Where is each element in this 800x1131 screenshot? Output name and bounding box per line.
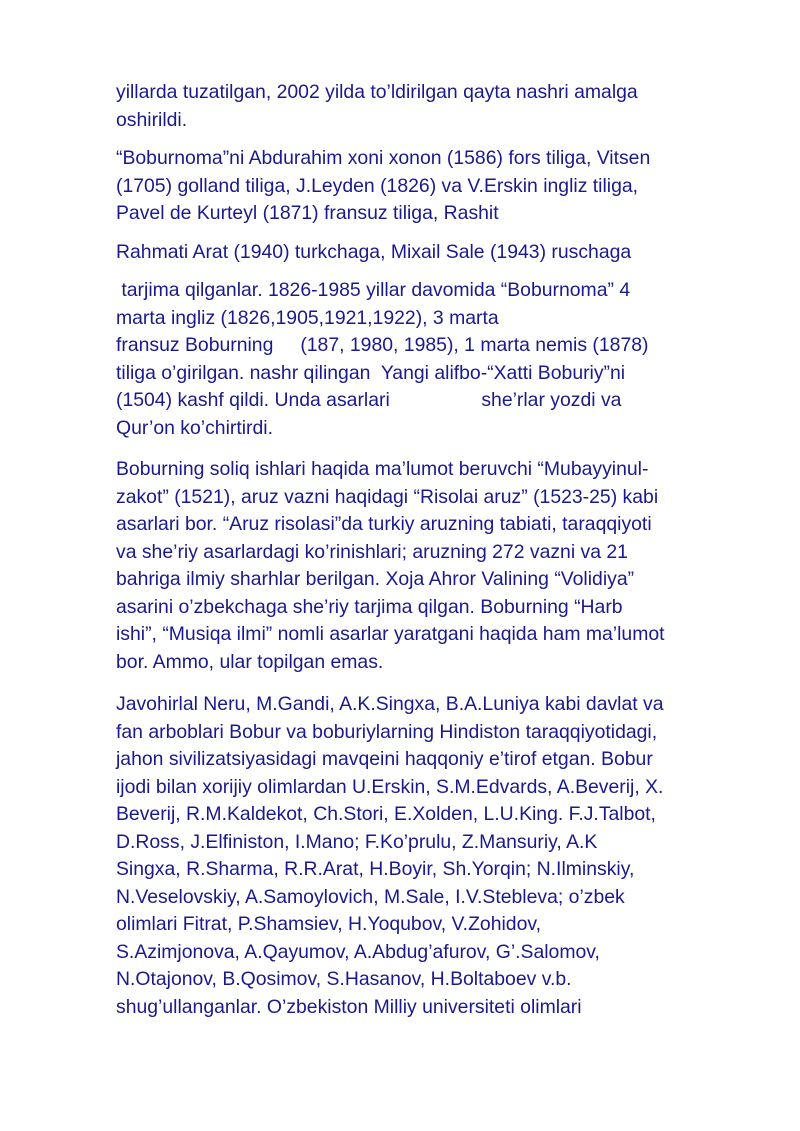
text-line: yillarda tuzatilgan, 2002 yilda to’ldirilgan qayta nashri amalga [116,81,638,103]
text-line: Beverij, R.M.Kaldekot, Ch.Stori, E.Xolden, L.U.King. F.J.Talbot, [116,803,656,825]
paragraph-6 [116,691,756,1021]
text-line: asarini o’zbekchaga she’riy tarjima qilgan. Boburning “Harb [116,595,623,618]
text-line: ijodi bilan xorijiy olimlardan U.Erskin, S.M.Edvards, A.Beverij, X. [116,775,664,798]
text-line: Pavel de Kurteyl (1871) fransuz tiliga, Rashit [116,202,499,224]
text-line: Javohirlal Neru, M.Gandi, A.K.Singxa, B.A.Luniya kabi davlat va [116,693,664,715]
text-line: Rahmati Arat (1940) turkchaga, Mixail Sale (1943) ruschaga [116,241,632,263]
text-line: ishi”, “Musiqa ilmi” nomli asarlar yaratgani haqida ham ma’lumot [116,623,665,645]
text-line: oshirildi. [116,108,188,131]
text-line: fan arboblari Bobur va boburiylarning Hindiston taraqqiyotidagi, [116,720,658,743]
text-line: N.Veselovskiy, A.Samoylovich, M.Sale, I.V.Stebleva; o’zbek [116,885,625,908]
text-line: bor. Ammo, ular topilgan emas. [116,650,384,673]
text-line: D.Ross, J.Elfiniston, I.Mano; F.Ko’prulu, Z.Mansuriy, A.K [116,830,598,853]
text-line: (1705) golland tiliga, J.Leyden (1826) va V.Erskin ingliz tiliga, [116,174,639,197]
text-line: tiliga o’girilgan. nashr qilingan Yangi alifbo-“Xatti Boburiy”ni [116,361,626,384]
paragraph-2 [116,145,756,228]
paragraph-1 [116,79,756,134]
text-line: fransuz Boburning (187, 1980, 1985), 1 marta nemis (1878) [116,334,649,356]
paragraph-3 [116,239,756,267]
text-line: shug’ullanganlar. O’zbekiston Milliy universiteti olimlari [116,995,582,1018]
text-line: va she’riy asarlardagi ko’rinishlari; aruzning 272 vazni va 21 [116,540,628,563]
paragraph-5 [116,456,756,676]
text-line: (1504) kashf qildi. Unda asarlari she’rlar yozdi va [116,389,622,411]
text-line: N.Otajonov, B.Qosimov, S.Hasanov, H.Boltaboev v.b. [116,968,572,990]
text-line: bahriga ilmiy sharhlar berilgan. Xoja Ahror Valining “Volidiya” [116,568,635,590]
paragraph-4 [116,277,756,442]
text-line: marta ingliz (1826,1905,1921,1922), 3 marta [116,306,499,329]
text-line: tarjima qilganlar. 1826-1985 yillar davomida “Boburnoma” 4 [116,279,631,301]
text-line: zakot” (1521), aruz vazni haqidagi “Risolai aruz” (1523-25) kabi [116,485,659,508]
text-line: olimlari Fitrat, P.Shamsiev, H.Yoqubov, V.Zohidov, [116,913,541,935]
text-line: Boburning soliq ishlari haqida ma’lumot beruvchi “Mubayyinul- [116,458,649,480]
text-line: S.Azimjonova, A.Qayumov, A.Abdug’afurov, G’.Salomov, [116,940,600,963]
text-line: Qur’on ko’chirtirdi. [116,416,273,439]
text-line: “Boburnoma”ni Abdurahim xoni xonon (1586) fors tiliga, Vitsen [116,147,651,169]
text-line: jahon sivilizatsiyasidagi mavqeini haqqoniy e’tirof etgan. Bobur [116,748,653,770]
text-line: Singxa, R.Sharma, R.R.Arat, H.Boyir, Sh.Yorqin; N.Ilminskiy, [116,858,635,880]
text-line: asarlari bor. “Aruz risolasi”da turkiy aruzning tabiati, taraqqiyoti [116,513,652,535]
